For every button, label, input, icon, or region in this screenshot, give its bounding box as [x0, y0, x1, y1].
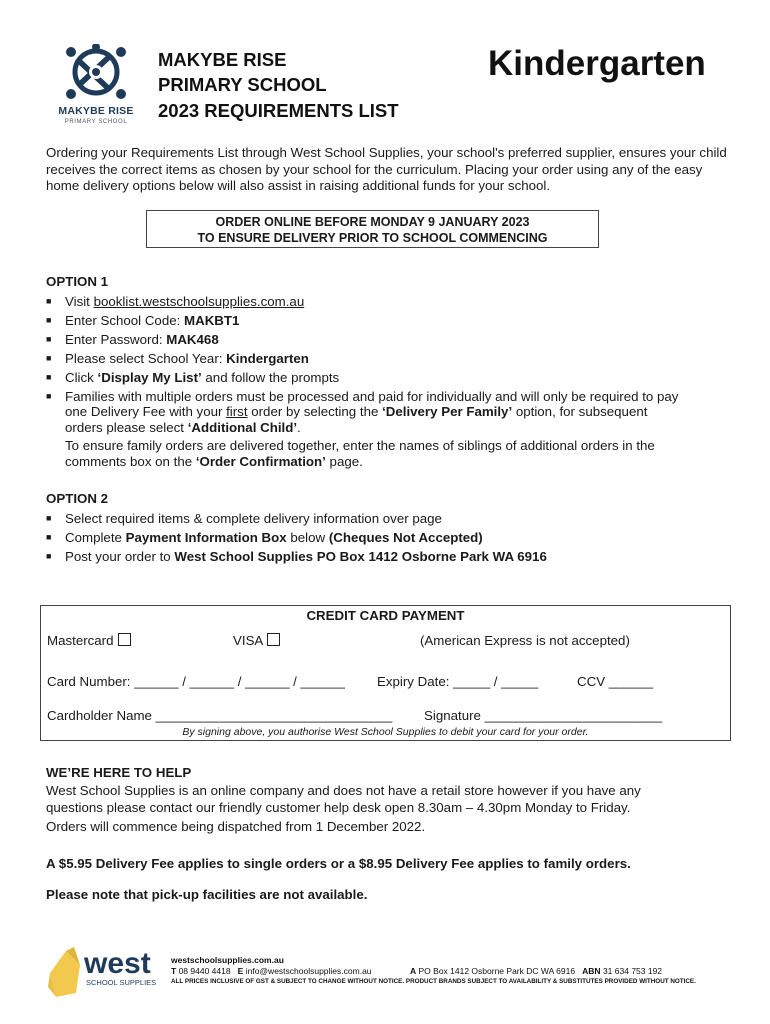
expiry-date-field[interactable]: Expiry Date: _____ / _____ [377, 674, 539, 689]
list-item: ■ Select required items & complete delivery information over page [46, 511, 442, 526]
west-school-supplies-logo [46, 943, 164, 999]
order-deadline-box [146, 210, 599, 248]
bullet-icon: ■ [46, 334, 52, 344]
option1-title: OPTION 1 [46, 274, 109, 289]
school-year: Kindergarten [226, 351, 309, 366]
list-item: ■ Enter Password: MAK468 [46, 332, 219, 347]
ccv-field[interactable]: CCV ______ [577, 674, 654, 689]
footer-disclaimer: ALL PRICES INCLUSIVE OF GST & SUBJECT TO CHANGE WITHOUT NOTICE. PRODUCT BRANDS SUBJECT TO AVAILABILITY & SUBSTITUTES PROVIDED WITHOUT NOTICE. [171, 978, 696, 985]
school-password: MAK468 [166, 332, 219, 347]
postal-address: West School Supplies PO Box 1412 Osborne Park WA 6916 [174, 549, 547, 564]
bullet-icon: ■ [46, 551, 52, 561]
mastercard-checkbox[interactable] [118, 633, 131, 646]
school-name-line2: PRIMARY SCHOOL [158, 74, 327, 95]
credit-card-title: CREDIT CARD PAYMENT [306, 608, 465, 623]
list-item: ■ Enter School Code: MAKBT1 [46, 313, 240, 328]
footer-logo-subtitle: SCHOOL SUPPLIES [86, 978, 157, 987]
list-item: ■ Post your order to West School Supplies PO Box 1412 Osborne Park WA 6916 [46, 549, 547, 564]
bullet-icon: ■ [46, 296, 52, 306]
footer-website[interactable]: westschoolsupplies.com.au [171, 955, 284, 965]
bullet-icon: ■ [46, 372, 52, 382]
bullet-icon: ■ [46, 353, 52, 363]
bullet-icon: ■ [46, 315, 52, 325]
help-line: West School Supplies is an online company and does not have a retail store however if you have any [46, 783, 641, 798]
bullet-icon: ■ [46, 513, 52, 523]
list-item-continued: orders please select ‘Additional Child’. [65, 420, 301, 435]
visa-option: VISA [233, 633, 280, 648]
help-title: WE’RE HERE TO HELP [46, 765, 192, 780]
grade-heading: Kindergarten [488, 44, 706, 83]
order-deadline-line1: ORDER ONLINE BEFORE MONDAY 9 JANUARY 2023 [215, 215, 530, 229]
logo-name: MAKYBE RISE [58, 105, 134, 117]
footer-logo-word: west [84, 947, 151, 980]
delivery-fee-note: A $5.95 Delivery Fee applies to single orders or a $8.95 Delivery Fee applies to family orders. [46, 856, 631, 871]
list-item-continued: one Delivery Fee with your first order by selecting the ‘Delivery Per Family’ option, for subsequent [65, 404, 648, 419]
amex-note: (American Express is not accepted) [420, 633, 630, 648]
school-logo [40, 44, 152, 130]
bullet-icon: ■ [46, 532, 52, 542]
intro-paragraph: Ordering your Requirements List through West School Supplies, your school's preferred supplier, ensures your child receives the correct items as chosen by your school for the curriculum. Placing your order using any of the easy home delivery options below will also assist in raising additional funds for your school. [46, 145, 727, 193]
list-item: ■ Families with multiple orders must be processed and paid for individually and will only be required to pay [46, 389, 679, 404]
list-item: ■ Complete Payment Information Box below (Cheques Not Accepted) [46, 530, 483, 545]
document-title: 2023 REQUIREMENTS LIST [158, 100, 399, 121]
list-item-continued: To ensure family orders are delivered together, enter the names of siblings of additional orders in the [65, 438, 655, 453]
authorisation-note: By signing above, you authorise West School Supplies to debit your card for your order. [182, 726, 589, 738]
footer-email: info@westschoolsupplies.com.au [245, 966, 372, 976]
list-item-continued: comments box on the ‘Order Confirmation’ page. [65, 454, 363, 469]
order-deadline-line2: TO ENSURE DELIVERY PRIOR TO SCHOOL COMMENCING [197, 231, 548, 245]
help-line: questions please contact our friendly customer help desk open 8.30am – 4.30pm Monday to Friday. [46, 800, 631, 815]
list-item: ■ Visit booklist.westschoolsupplies.com.au [46, 294, 305, 309]
school-code: MAKBT1 [184, 313, 240, 328]
list-item: ■ Click ‘Display My List’ and follow the prompts [46, 370, 340, 385]
cardholder-name-field[interactable]: Cardholder Name ________________________________ [47, 708, 393, 723]
card-number-field[interactable]: Card Number: ______ / ______ / ______ / ______ [47, 674, 345, 689]
list-item: ■ Please select School Year: Kindergarten [46, 351, 309, 366]
bullet-icon: ■ [46, 391, 52, 401]
option2-title: OPTION 2 [46, 491, 109, 506]
mastercard-option: Mastercard [47, 633, 131, 648]
booklist-link[interactable]: booklist.westschoolsupplies.com.au [93, 294, 305, 309]
logo-subtitle: PRIMARY SCHOOL [64, 119, 128, 125]
footer-address: A PO Box 1412 Osborne Park DC WA 6916 ABN 31 634 753 192 [410, 966, 663, 976]
footer-contact: T 08 9440 4418 E info@westschoolsupplies.com.au [171, 966, 372, 976]
signature-field[interactable]: Signature ________________________ [424, 708, 663, 723]
school-name-line1: MAKYBE RISE [158, 49, 287, 70]
pickup-note: Please note that pick-up facilities are not available. [46, 887, 368, 902]
visa-checkbox[interactable] [267, 633, 280, 646]
dispatch-note: Orders will commence being dispatched from 1 December 2022. [46, 819, 426, 834]
